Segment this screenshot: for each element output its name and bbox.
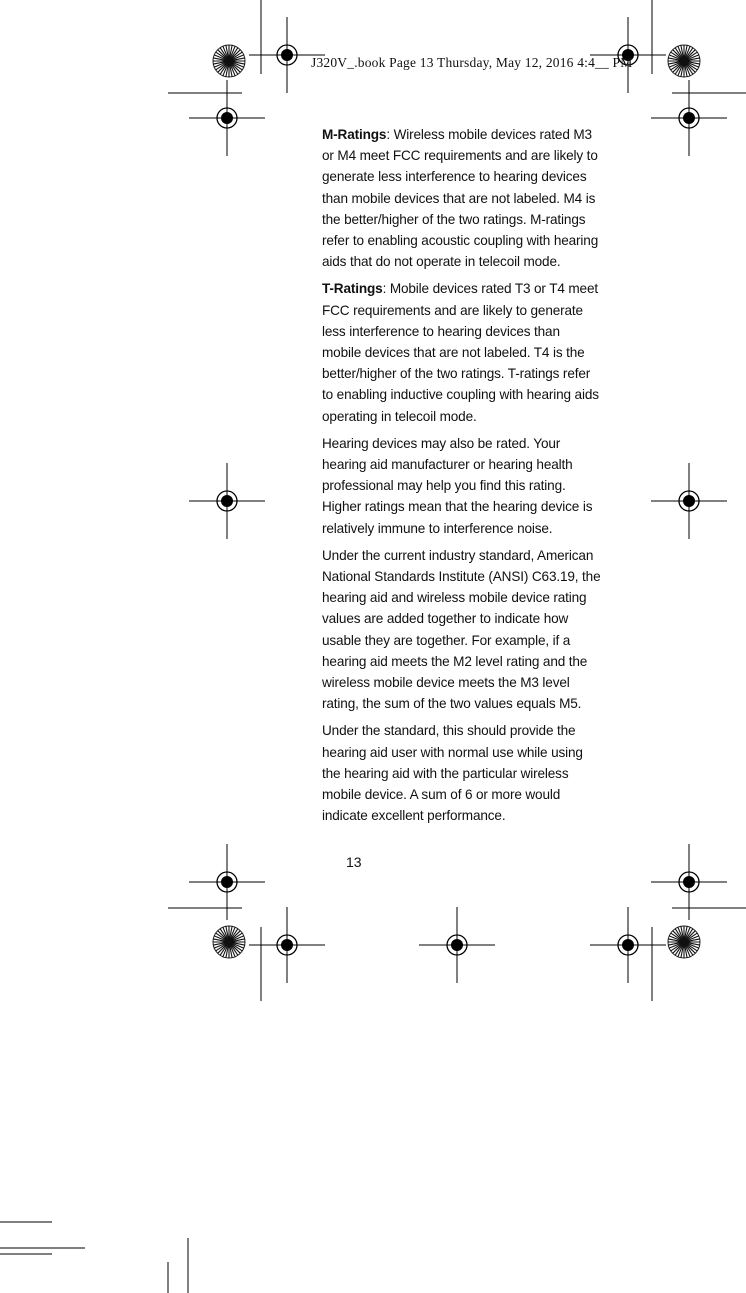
performance-paragraph: Under the standard, this should provide the hearing aid user with normal use while using the hearing aid with the particular wireless mobile device. A sum of 6 or more would indicate excellent performance. <box>322 722 583 824</box>
starburst-bottom-right <box>668 926 700 958</box>
starburst-bottom-left <box>213 926 245 958</box>
ansi-standard-paragraph: Under the current industry standard, American National Standards Institute (ANSI) C63.19, the hearing aid and wireless mobile device rating values are added together to indicate how usable they are together. For example, if a hearing aid meets the M2 level rating and the wireless mobile device meets the M3 level rating, the sum of the two values equals M5. <box>322 546 601 712</box>
page-number: 13 <box>346 854 362 870</box>
page-body <box>322 124 602 833</box>
registration-mark-middle-right <box>651 463 727 539</box>
registration-mark-bottom-center <box>419 907 495 983</box>
m-ratings-text: : Wireless mobile devices rated M3 or M4 meet FCC requirements and are likely to generate less interference to hearing devices than mobile devices that are not labeled. M4 is the better/higher of the two ratings. M-ratings refer to enabling acoustic coupling with hearing aids that do not operate in telecoil mode. <box>322 126 599 270</box>
t-ratings-paragraph <box>322 278 602 426</box>
registration-mark-bottom-left <box>249 907 325 983</box>
t-ratings-term: T-Ratings <box>322 280 383 297</box>
book-slug-header: J320V_.book Page 13 Thursday, May 12, 2016 4:4__ PM <box>311 55 633 70</box>
hearing-devices-paragraph: Hearing devices may also be rated. Your hearing aid manufacturer or hearing health professional may help you find this rating. Higher ratings mean that the hearing device is relatively immune to interference noise. <box>322 434 593 536</box>
registration-mark-middle-left <box>189 463 265 539</box>
registration-mark-bottom-right <box>590 907 666 983</box>
t-ratings-text: : Mobile devices rated T3 or T4 meet FCC requirements and are likely to generate less interference to hearing devices than mobile devices that are not labeled. T4 is the better/higher of the two ratings. T-ratings refer to enabling inductive coupling with hearing aids operating in telecoil mode. <box>322 280 599 424</box>
registration-mark-lower-left <box>189 844 265 920</box>
m-ratings-paragraph <box>322 124 602 272</box>
registration-mark-upper-right <box>651 80 727 156</box>
registration-mark-lower-right <box>651 844 727 920</box>
registration-mark-upper-left <box>189 80 265 156</box>
m-ratings-term: M-Ratings <box>322 126 387 142</box>
starburst-top-left <box>213 45 245 77</box>
